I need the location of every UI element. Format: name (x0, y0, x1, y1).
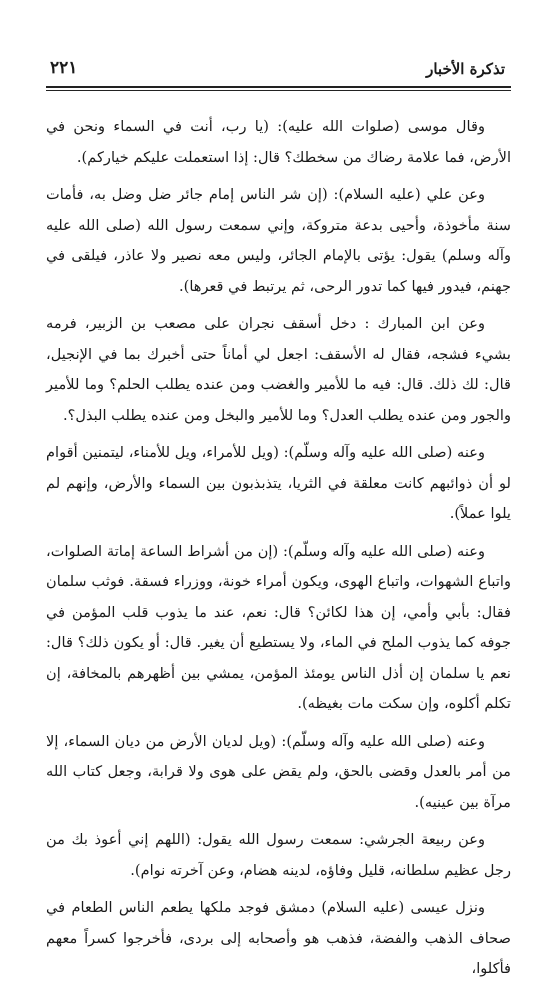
paragraph-woe-to-rulers: وعنه (صلى الله عليه وآله وسلّم): (ويل للأمراء، ويل للأمناء، ليتمنين أقوام لو أن ذوائبهم كانت معلقة في الثريا، يتذبذبون بين السماء والأرض، وإنهم لم يلوا عملاً). (46, 444, 511, 522)
paragraph-ibn-mubarak: وعن ابن المبارك : دخل أسقف نجران على مصعب بن الزبير، فرمه بشيء فشجه، فقال له الأسقف: اجعل لي أماناً حتى أخبرك بما في الإنجيل، قال: لك ذلك. قال: فيه ما للأمير والغضب ومن عنده يطلب الحلم؟ وما للأمير والجور ومن عنده يطلب العدل؟ وما للأمير والبخل ومن عنده يطلب البذل؟. (46, 315, 511, 424)
paragraph-ali: وعن علي (عليه السلام): (إن شر الناس إمام جائر ضل وضل به، فأمات سنة مأخوذة، وأحيى بدعة متروكة، وإني سمعت رسول الله (صلى الله عليه وآله وسلم) يقول: يؤتى بالإمام الجائر، وليس معه نصير ولا عاذر، فيلقى في جهنم، فيدور فيها كما تدور الرحى، ثم يرتبط في قعرها). (46, 186, 511, 295)
paragraph-rabia-jurashi: وعن ربيعة الجرشي: سمعت رسول الله يقول: (اللهم إني أعوذ بك من رجل عظيم سلطانه، قليل وفاؤه، لدينه هضام، وعن آخرته نوام). (46, 831, 511, 879)
paragraph-judges: وعنه (صلى الله عليه وآله وسلّم): (ويل لديان الأرض من ديان السماء، إلا من أمر بالعدل وقضى بالحق، ولم يقض على هوى ولا قرابة، وجعل كتاب الله مرآة بين عينيه). (46, 732, 511, 811)
paragraph-jesus-damascus: ونزل عيسى (عليه السلام) دمشق فوجد ملكها يطعم الناس الطعام في صحاف الذهب والفضة، فذهب هو وأصحابه إلى بردى، فأخرجوا كسراً معهم فأكلوا، (46, 899, 511, 977)
page-number: ٢٢١ (50, 58, 78, 78)
page-body (46, 112, 511, 985)
running-title: تذكرة الأخبار (426, 60, 505, 78)
paragraph-moses: وقال موسى (صلوات الله عليه): (يا رب، أنت في السماء ونحن في الأرض، فما علامة رضاك من سخطك؟ قال: إذا استعملت عليكم خياركم). (46, 118, 511, 166)
paragraph-signs-of-hour: وعنه (صلى الله عليه وآله وسلّم): (إن من أشراط الساعة إماتة الصلوات، واتباع الشهوات، واتباع الهوى، ويكون أمراء خونة، ووزراء فسقة. فوثب سلمان فقال: بأبي وأمي، إن هذا لكائن؟ قال: نعم، عند ما يذوب قلب المؤمن في جوفه كما يذوب الملح في الماء، ولا يستطيع أن يغير. قال: أو يكون ذلك؟ قال: نعم يا سلمان إن أذل الناس يومئذ المؤمن، يمشي بين أظهرهم بالمخافة، إن تكلم أكلوه، وإن سكت مات بغيظه). (46, 542, 511, 712)
page-header (46, 52, 511, 88)
